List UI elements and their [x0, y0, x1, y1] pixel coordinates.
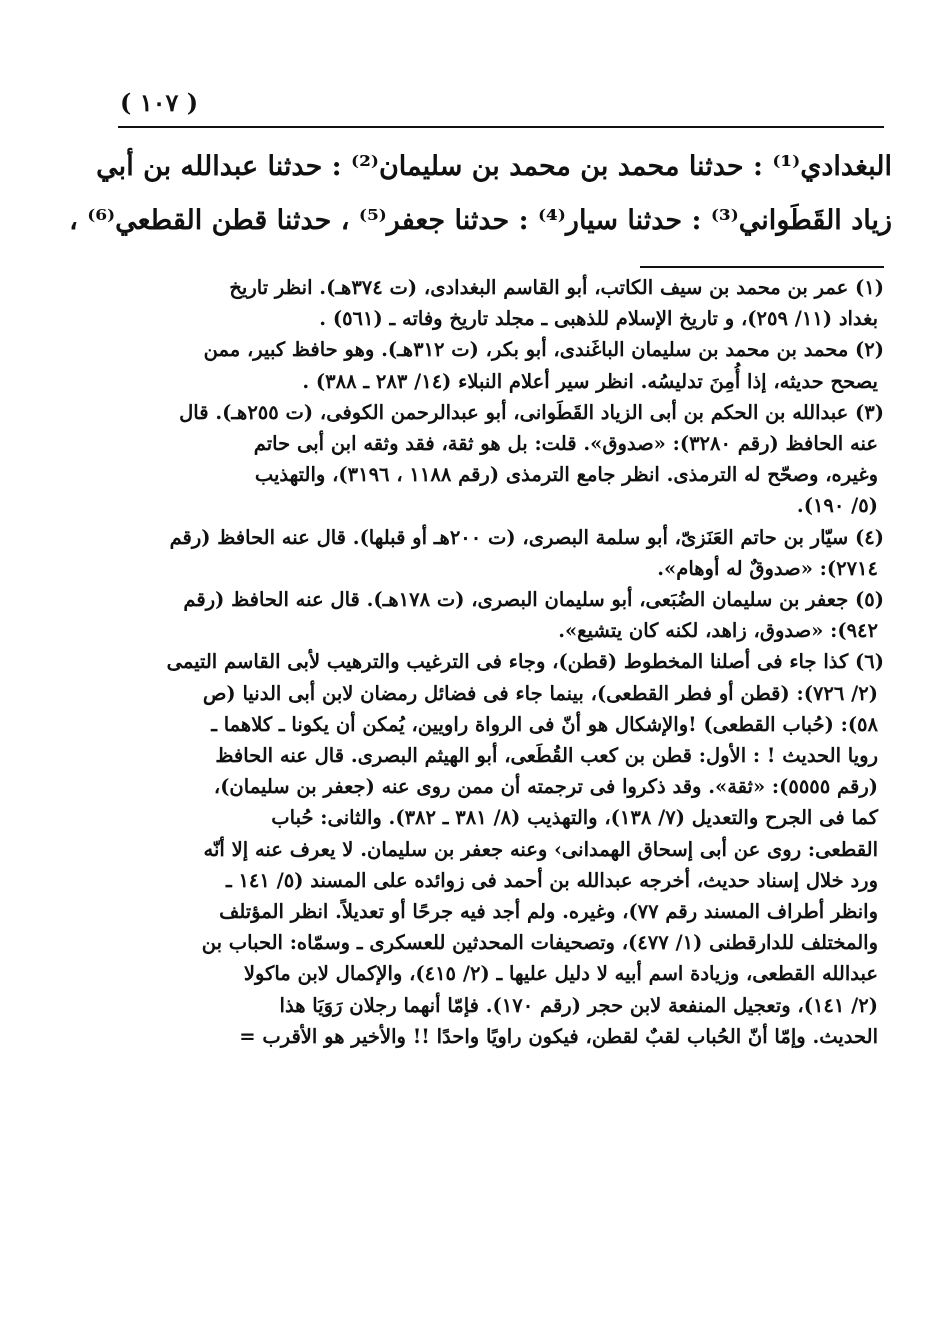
footnote-6 — [128, 646, 884, 1052]
footnote-line: عنه الحافظ (رقم ٣٢٨٠): «صدوق». قلت: بل هو ثقة، فقد وثقه ابن أبى حاتم — [253, 432, 878, 456]
footnote-line: بغداد (١١/ ٢٥٩)، و تاريخ الإسلام للذهبى ـ مجلد تاريخ وفاته ـ (٥٦١) . — [319, 307, 878, 331]
footnote-line: ٩٤٢): «صدوق، زاهد، لكنه كان يتشيع». — [558, 619, 878, 643]
footnote-line: وانظر أطراف المسند رقم ٧٧)، وغيره. ولم أجد فيه جرحًا أو تعديلاً. انظر المؤتلف — [219, 900, 878, 924]
footnote-line: ٢٧١٤): «صدوقٌ له أوهام». — [657, 556, 878, 580]
footnote-5 — [128, 584, 884, 646]
footnote-line: (رقم ٥٥٥٥): «ثقة». وقد ذكروا فى ترجمته أن ممن روى عنه (جعفر بن سليمان)، — [213, 775, 878, 799]
main-text — [69, 140, 892, 248]
footnote-line: ورد خلال إسناد حديث، أخرجه عبدالله بن أحمد فى زوائده على المسند (٥/ ١٤١ ـ — [225, 868, 878, 892]
footnote-line: وغيره، وصحّح له الترمذى. انظر جامع الترمذى (رقم ١١٨٨ ، ٣١٩٦)، والتهذيب — [254, 463, 878, 487]
header-rule — [118, 126, 884, 128]
footnote-1 — [128, 272, 884, 334]
footnote-line: (٥) جعفر بن سليمان الضُبَعى، أبو سليمان البصرى، (ت ١٧٨هـ). قال عنه الحافظ (رقم — [183, 588, 884, 612]
footnote-line: (٤) سيّار بن حاتم العَنَزىّ، أبو سلمة البصرى، (ت ٢٠٠هـ أو قبلها). قال عنه الحافظ (رقم — [169, 525, 884, 549]
main-text-line: البغدادي⁽¹⁾ : حدثنا محمد بن محمد بن سليمان⁽²⁾ : حدثنا عبدالله بن أبي — [96, 151, 892, 182]
footnote-line: القطعى: روى عن أبى إسحاق الهمدانى› وعنه جعفر بن سليمان. لا يعرف عنه إلا أنّه — [203, 837, 878, 861]
page-number: ( ١٠٧ ) — [120, 88, 199, 117]
footnote-line: (٢/ ٧٢٦): (قطن أو فطر القطعى)، بينما جاء فى فضائل رمضان لابن أبى الدنيا (ص — [202, 681, 878, 705]
footnote-line: (٥/ ١٩٠). — [796, 494, 878, 518]
footnote-line: (٢) محمد بن محمد بن سليمان الباغَندى، أبو بكر، (ت ٣١٢هـ). وهو حافظ كبير، ممن — [203, 338, 884, 362]
footnote-line: (٦) كذا جاء فى أصلنا المخطوط (قطن)، وجاء فى الترغيب والترهيب لأبى القاسم التيمى — [166, 650, 884, 674]
footnote-3 — [128, 397, 884, 522]
footnote-line: ٥٨): (حُباب القطعى) !والإشكال هو أنّ فى الرواة راويين، يُمكن أن يكونا ـ كلاهما ـ — [211, 712, 878, 736]
footnote-4 — [128, 522, 884, 584]
footnote-line: رويا الحديث ! : الأول: قطن بن كعب القُطَعى، أبو الهيثم البصرى. قال عنه الحافظ — [215, 744, 878, 768]
footnotes — [128, 272, 884, 1052]
footnote-line: (٢/ ١٤١)، وتعجيل المنفعة لابن حجر (رقم ١٧٠). فإمّا أنهما رجلان رَوَيَا هذا — [279, 993, 878, 1017]
footnote-line: (٣) عبدالله بن الحكم بن أبى الزياد القَطَوانى، أبو عبدالرحمن الكوفى، (ت ٢٥٥هـ). قال — [179, 400, 884, 424]
footnote-separator — [640, 266, 884, 268]
footnote-line: عبدالله القطعى، وزيادة اسم أبيه لا دليل عليها ـ (٢/ ٤١٥)، والإكمال لابن ماكولا — [243, 962, 878, 986]
footnote-2 — [128, 334, 884, 396]
footnote-line: الحديث. وإمّا أنّ الحُباب لقبٌ لقطن، فيكون راويًا واحدًا !! والأخير هو الأقرب = — [239, 1024, 878, 1048]
main-text-line: زياد القَطَواني⁽³⁾ : حدثنا سيار⁽⁴⁾ : حدثنا جعفر⁽⁵⁾ ، حدثنا قطن القطعي⁽⁶⁾ ، — [69, 205, 892, 236]
footnote-line: كما فى الجرح والتعديل (٧/ ١٣٨)، والتهذيب (٨/ ٣٨١ ـ ٣٨٢). والثانى: حُباب — [271, 806, 878, 830]
footnote-line: والمختلف للدارقطنى (١/ ٤٧٧)، وتصحيفات المحدثين للعسكرى ـ وسمّاه: الحباب بن — [201, 931, 878, 955]
footnote-line: (١) عمر بن محمد بن سيف الكاتب، أبو القاسم البغدادى، (ت ٣٧٤هـ). انظر تاريخ — [229, 276, 884, 299]
footnote-line: يصحح حديثه، إذا أُمِنَ تدليسُه. انظر سير أعلام النبلاء (١٤/ ٢٨٣ ـ ٣٨٨) . — [302, 369, 878, 393]
